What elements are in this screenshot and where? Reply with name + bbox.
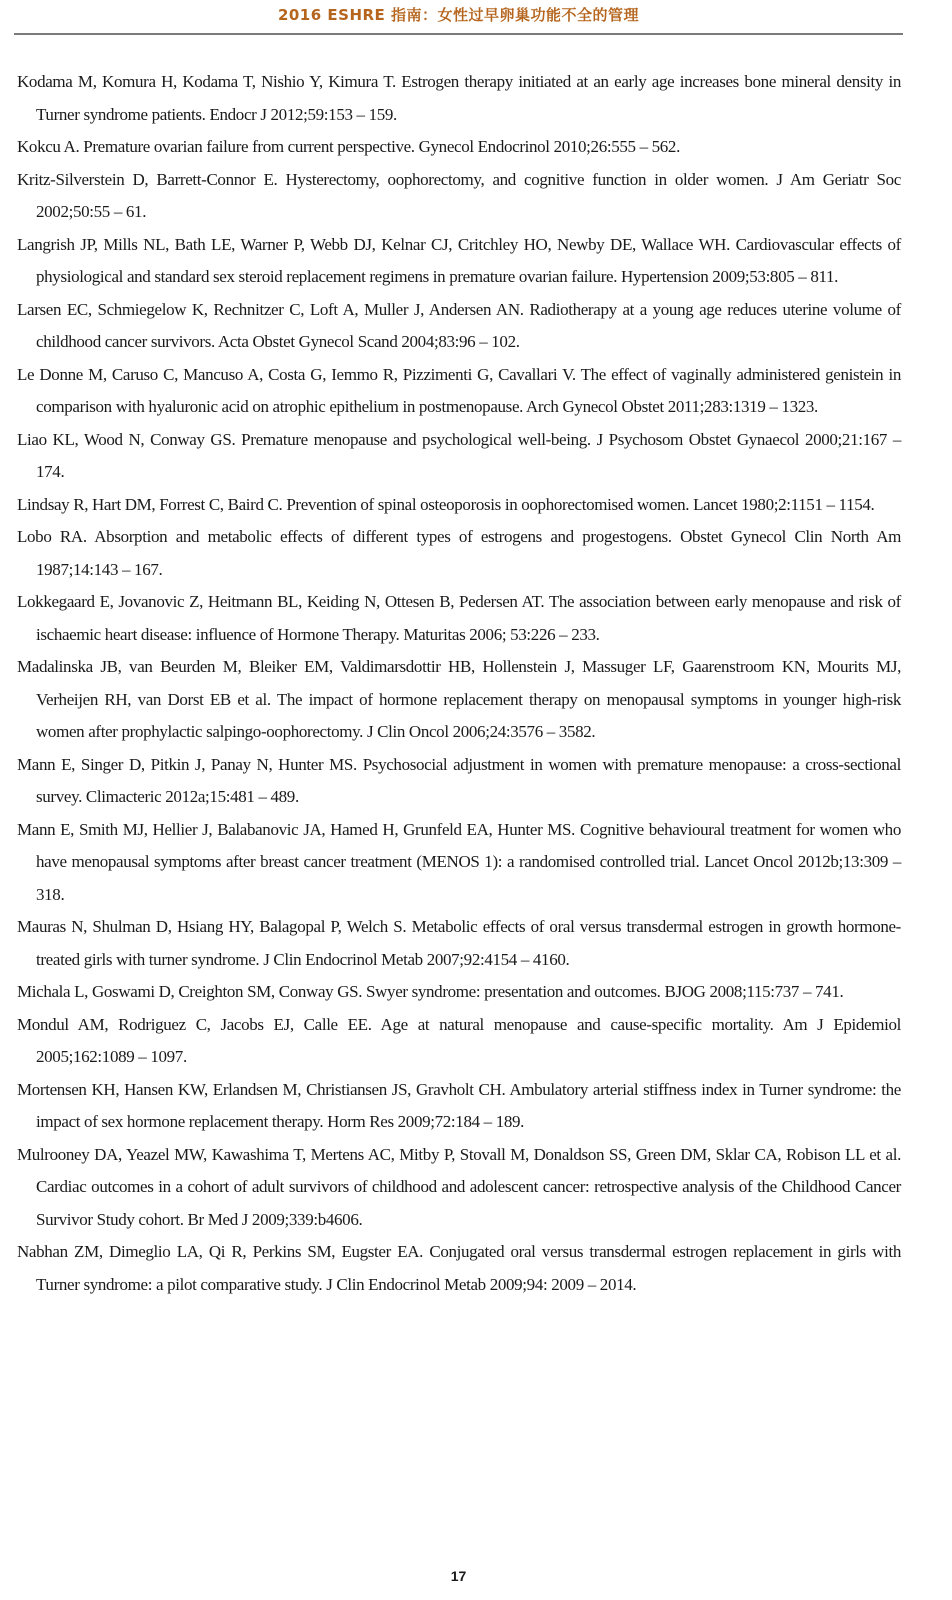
reference-item: Le Donne M, Caruso C, Mancuso A, Costa G, Iemmo R, Pizzimenti G, Cavallari V. The effect of vaginally administered genistein in comparison with hyaluronic acid on atrophic epithelium in postmenopause. Arch Gynecol Obstet 2011;283:1319 – 1323.	[17, 364, 901, 416]
reference-item: Mulrooney DA, Yeazel MW, Kawashima T, Mertens AC, Mitby P, Stovall M, Donaldson SS, Green DM, Sklar CA, Robison LL et al. Cardiac outcomes in a cohort of adult survivors of childhood and adolescent cancer: retrospective analysis of the Childhood Cancer Survivor Study cohort. Br Med J 2009;339:b4606.	[17, 1144, 901, 1229]
reference-list	[17, 66, 901, 1301]
header-title: 2016 ESHRE 指南：女性过早卵巢功能不全的管理	[277, 6, 640, 24]
reference-item: Kodama M, Komura H, Kodama T, Nishio Y, Kimura T. Estrogen therapy initiated at an early age increases bone mineral density in Turner syndrome patients. Endocr J 2012;59:153 – 159.	[17, 72, 901, 124]
page-header	[14, 0, 903, 35]
reference-item: Mann E, Singer D, Pitkin J, Panay N, Hunter MS. Psychosocial adjustment in women with premature menopause: a cross-sectional survey. Climacteric 2012a;15:481 – 489.	[17, 754, 901, 806]
reference-item: Mondul AM, Rodriguez C, Jacobs EJ, Calle EE. Age at natural menopause and cause-specific mortality. Am J Epidemiol 2005;162:1089 – 1097.	[17, 1014, 901, 1066]
reference-item: Lobo RA. Absorption and metabolic effects of different types of estrogens and progestogens. Obstet Gynecol Clin North Am 1987;14:143 – 167.	[17, 527, 901, 579]
reference-item: Nabhan ZM, Dimeglio LA, Qi R, Perkins SM, Eugster EA. Conjugated oral versus transdermal estrogen replacement in girls with Turner syndrome: a pilot comparative study. J Clin Endocrinol Metab 2009;94: 2009 – 2014.	[17, 1242, 901, 1294]
reference-item: Lindsay R, Hart DM, Forrest C, Baird C. Prevention of spinal osteoporosis in oophorectomised women. Lancet 1980;2:1151 – 1154.	[17, 494, 875, 514]
reference-item: Michala L, Goswami D, Creighton SM, Conway GS. Swyer syndrome: presentation and outcomes. BJOG 2008;115:737 – 741.	[17, 982, 844, 1001]
reference-item: Mann E, Smith MJ, Hellier J, Balabanovic JA, Hamed H, Grunfeld EA, Hunter MS. Cognitive behavioural treatment for women who have menopausal symptoms after breast cancer treatment (MENOS 1): a randomised controlled trial. Lancet Oncol 2012b;13:309 – 318.	[17, 819, 901, 904]
page-number: 17	[450, 1568, 467, 1584]
reference-item: Kokcu A. Premature ovarian failure from current perspective. Gynecol Endocrinol 2010;26:555 – 562.	[17, 137, 680, 156]
reference-item: Larsen EC, Schmiegelow K, Rechnitzer C, Loft A, Muller J, Andersen AN. Radiotherapy at a young age reduces uterine volume of childhood cancer survivors. Acta Obstet Gynecol Scand 2004;83:96 – 102.	[17, 299, 901, 351]
reference-item: Mortensen KH, Hansen KW, Erlandsen M, Christiansen JS, Gravholt CH. Ambulatory arterial stiffness index in Turner syndrome: the impact of sex hormone replacement therapy. Horm Res 2009;72:184 – 189.	[17, 1079, 901, 1131]
reference-item: Mauras N, Shulman D, Hsiang HY, Balagopal P, Welch S. Metabolic effects of oral versus transdermal estrogen in growth hormone-treated girls with turner syndrome. J Clin Endocrinol Metab 2007;92:4154 – 4160.	[17, 917, 901, 969]
reference-item: Liao KL, Wood N, Conway GS. Premature menopause and psychological well-being. J Psychosom Obstet Gynaecol 2000;21:167 – 174.	[17, 429, 901, 481]
reference-item: Madalinska JB, van Beurden M, Bleiker EM, Valdimarsdottir HB, Hollenstein J, Massuger LF, Gaarenstroom KN, Mourits MJ, Verheijen RH, van Dorst EB et al. The impact of hormone replacement therapy on menopausal symptoms in younger high-risk women after prophylactic salpingo-oophorectomy. J Clin Oncol 2006;24:3576 – 3582.	[17, 657, 901, 741]
reference-item: Kritz-Silverstein D, Barrett-Connor E. Hysterectomy, oophorectomy, and cognitive function in older women. J Am Geriatr Soc 2002;50:55 – 61.	[17, 169, 901, 221]
reference-item: Lokkegaard E, Jovanovic Z, Heitmann BL, Keiding N, Ottesen B, Pedersen AT. The association between early menopause and risk of ischaemic heart disease: influence of Hormone Therapy. Maturitas 2006; 53:226 – 233.	[17, 592, 901, 644]
reference-item: Langrish JP, Mills NL, Bath LE, Warner P, Webb DJ, Kelnar CJ, Critchley HO, Newby DE, Wallace WH. Cardiovascular effects of physiological and standard sex steroid replacement regimens in premature ovarian failure. Hypertension 2009;53:805 – 811.	[17, 234, 901, 286]
